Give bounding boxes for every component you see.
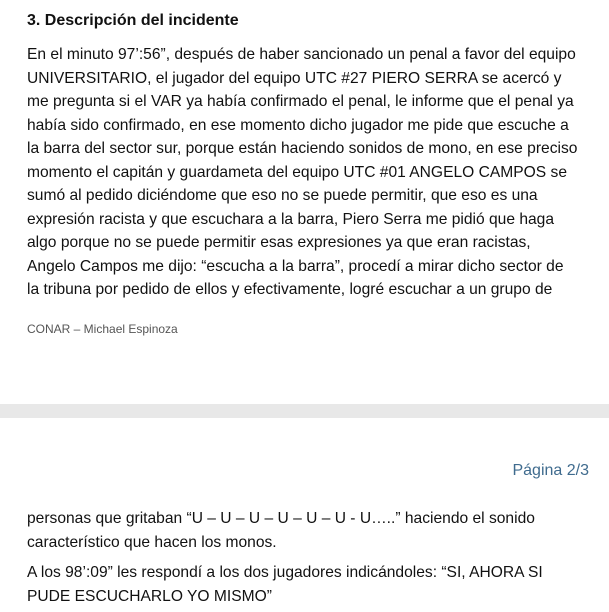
text-line: UNIVERSITARIO, el jugador del equipo UTC #27 PIERO SERRA se acercó y: [27, 69, 562, 87]
text-line: la barra del sector sur, porque están haciendo sonidos de mono, en ese preciso: [27, 140, 578, 157]
paragraph-response: [27, 561, 597, 608]
text-line: expresión racista y que escuchara a la barra, Piero Serra me pidió que haga: [27, 210, 555, 228]
text-line: me pregunta si el VAR ya había confirmado el penal, le informe que el penal ya: [27, 93, 574, 110]
text-line: Angelo Campos me dijo: “escucha a la barra”, procedí a mirar dicho sector de: [27, 257, 564, 275]
text-line: personas que gritaban “U – U – U – U – U – U - U…..” haciendo el sonido: [27, 510, 535, 527]
text-line: A los 98’:09” les respondí a los dos jugadores indicándoles: “SI, AHORA SI: [27, 564, 543, 581]
paragraph-continuation: [27, 507, 597, 554]
text-line: sumó al pedido diciéndome que eso no se puede permitir, que eso es una: [27, 187, 538, 204]
text-line: la tribuna por pedido de ellos y efectivamente, logré escuchar a un grupo de: [27, 281, 553, 298]
page-number: Página 2/3: [512, 462, 589, 479]
text-line: algo porque no se puede permitir esas expresiones ya que eran racistas,: [27, 234, 531, 251]
text-line: había sido confirmado, en ese momento dicho jugador me pide que escuche a: [27, 116, 569, 134]
page-footer: CONAR – Michael Espinoza: [27, 322, 178, 336]
incident-description: [27, 43, 597, 302]
text-line: PUDE ESCUCHARLO YO MISMO”: [27, 587, 272, 605]
section-heading: 3. Descripción del incidente: [27, 12, 239, 29]
text-line: característico que hacen los monos.: [27, 533, 277, 551]
page-separator: [0, 404, 609, 418]
document-page-2: [0, 418, 609, 612]
text-line: momento el capitán y guardameta del equipo UTC #01 ANGELO CAMPOS se: [27, 163, 567, 181]
text-line: En el minuto 97’:56”, después de haber sancionado un penal a favor del equipo: [27, 46, 576, 63]
